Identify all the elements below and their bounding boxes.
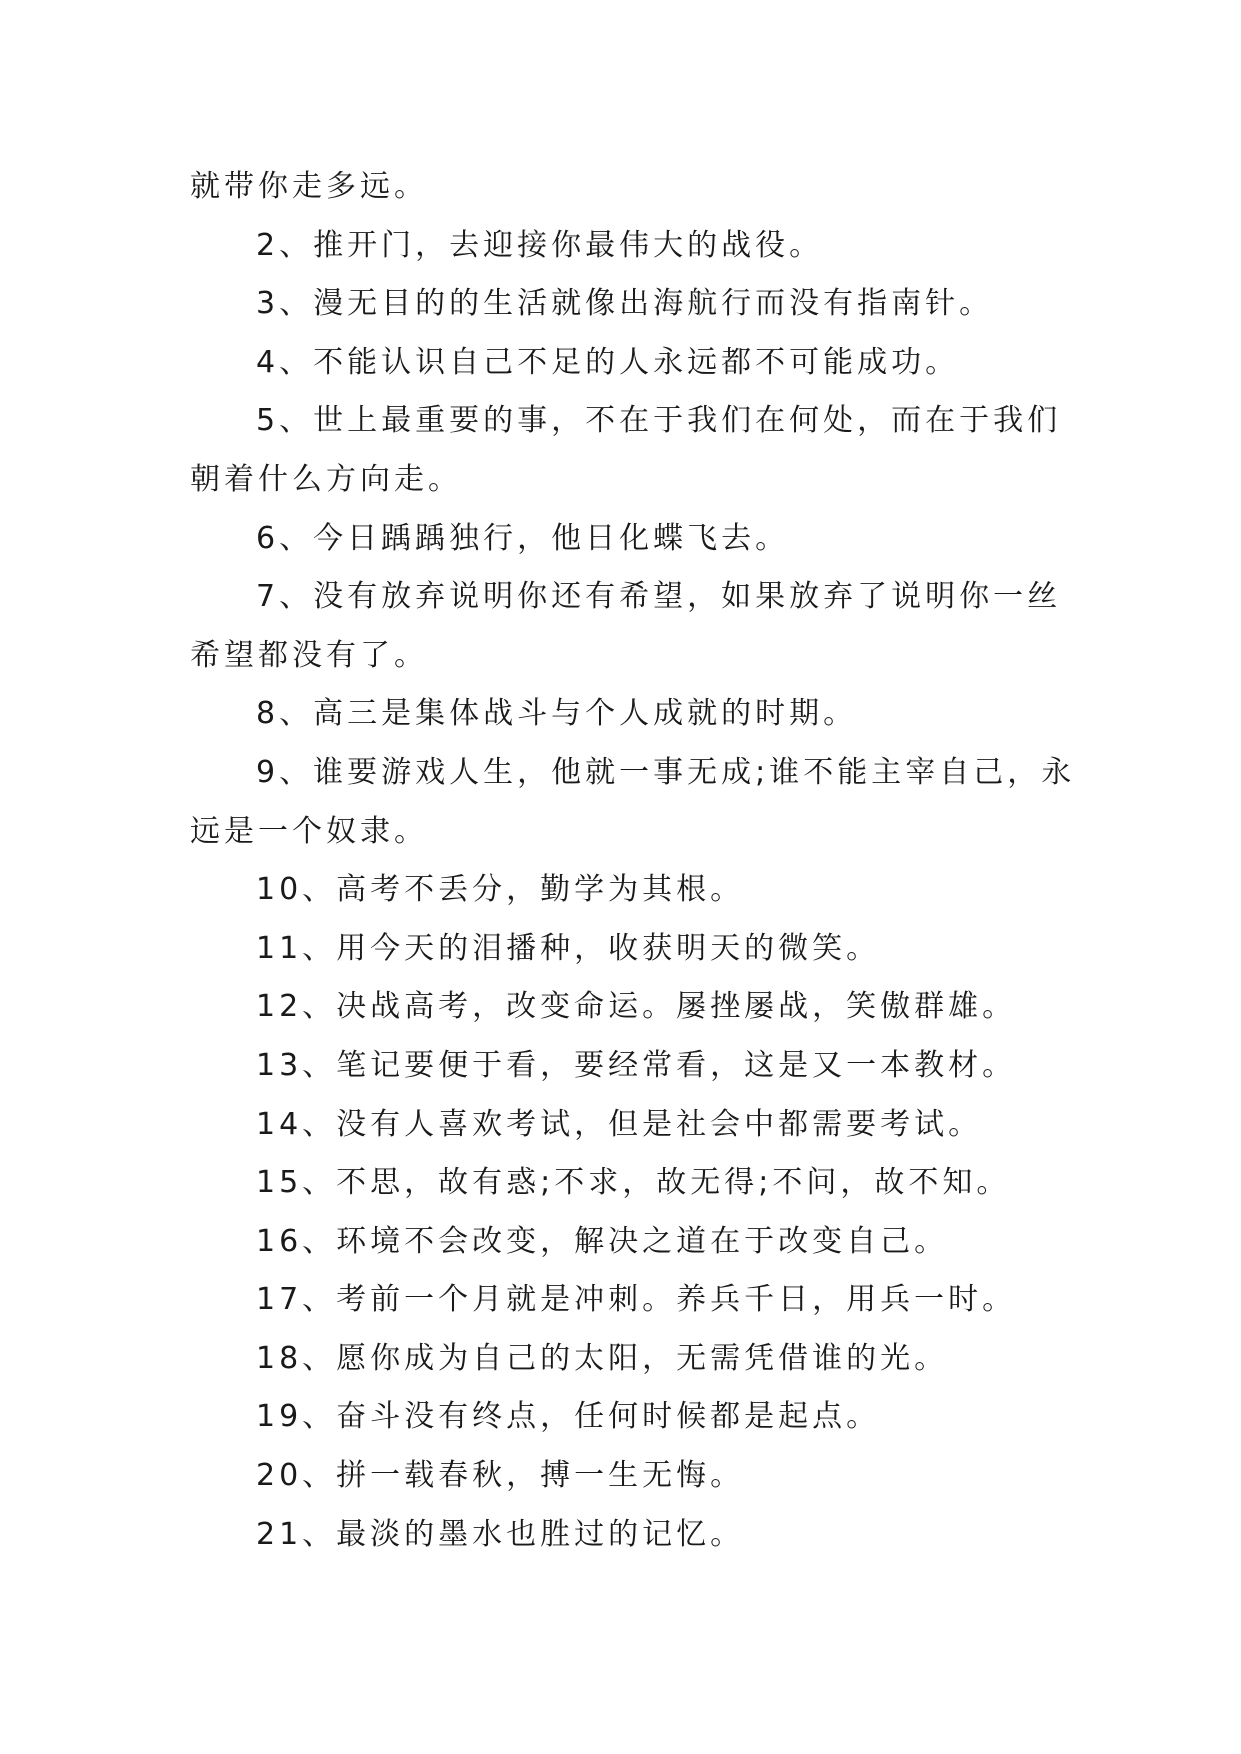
paragraph-line: 8、高三是集体战斗与个人成就的时期。 <box>256 696 858 732</box>
paragraph-line: 5、世上最重要的事，不在于我们在何处，而在于我们 <box>256 403 1062 439</box>
paragraph-line: 15、不思，故有惑;不求，故无得;不问，故不知。 <box>256 1165 1011 1201</box>
paragraph-line: 11、用今天的泪播种，收获明天的微笑。 <box>256 930 881 966</box>
paragraph-line: 21、最淡的墨水也胜过的记忆。 <box>256 1516 745 1552</box>
paragraph-line: 16、环境不会改变，解决之道在于改变自己。 <box>256 1223 949 1259</box>
paragraph-line: 10、高考不丢分，勤学为其根。 <box>256 872 745 908</box>
paragraph-line: 远是一个奴隶。 <box>190 813 428 849</box>
paragraph-line: 朝着什么方向走。 <box>190 461 462 497</box>
paragraph-line: 19、奋斗没有终点，任何时候都是起点。 <box>256 1399 881 1435</box>
paragraph-line: 17、考前一个月就是冲刺。养兵千日，用兵一时。 <box>256 1282 1017 1318</box>
paragraph-line: 3、漫无目的的生活就像出海航行而没有指南针。 <box>256 286 994 322</box>
paragraph-line: 9、谁要游戏人生，他就一事无成;谁不能主宰自己，永 <box>256 754 1076 790</box>
document-body <box>190 158 1076 1564</box>
paragraph-line: 18、愿你成为自己的太阳，无需凭借谁的光。 <box>256 1340 949 1376</box>
paragraph-line: 20、拼一载春秋，搏一生无悔。 <box>256 1458 745 1494</box>
paragraph-line: 希望都没有了。 <box>190 637 428 673</box>
paragraph-line: 7、没有放弃说明你还有希望，如果放弃了说明你一丝 <box>256 579 1062 615</box>
paragraph-line: 6、今日踽踽独行，他日化蝶飞去。 <box>256 520 790 556</box>
paragraph-line: 13、笔记要便于看，要经常看，这是又一本教材。 <box>256 1047 1017 1083</box>
paragraph-line: 4、不能认识自己不足的人永远都不可能成功。 <box>256 344 960 380</box>
paragraph-line: 2、推开门，去迎接你最伟大的战役。 <box>256 227 824 263</box>
paragraph-line: 就带你走多远。 <box>190 169 428 204</box>
paragraph-line: 12、决战高考，改变命运。屡挫屡战，笑傲群雄。 <box>256 989 1017 1025</box>
paragraph-line: 14、没有人喜欢考试，但是社会中都需要考试。 <box>256 1106 983 1142</box>
